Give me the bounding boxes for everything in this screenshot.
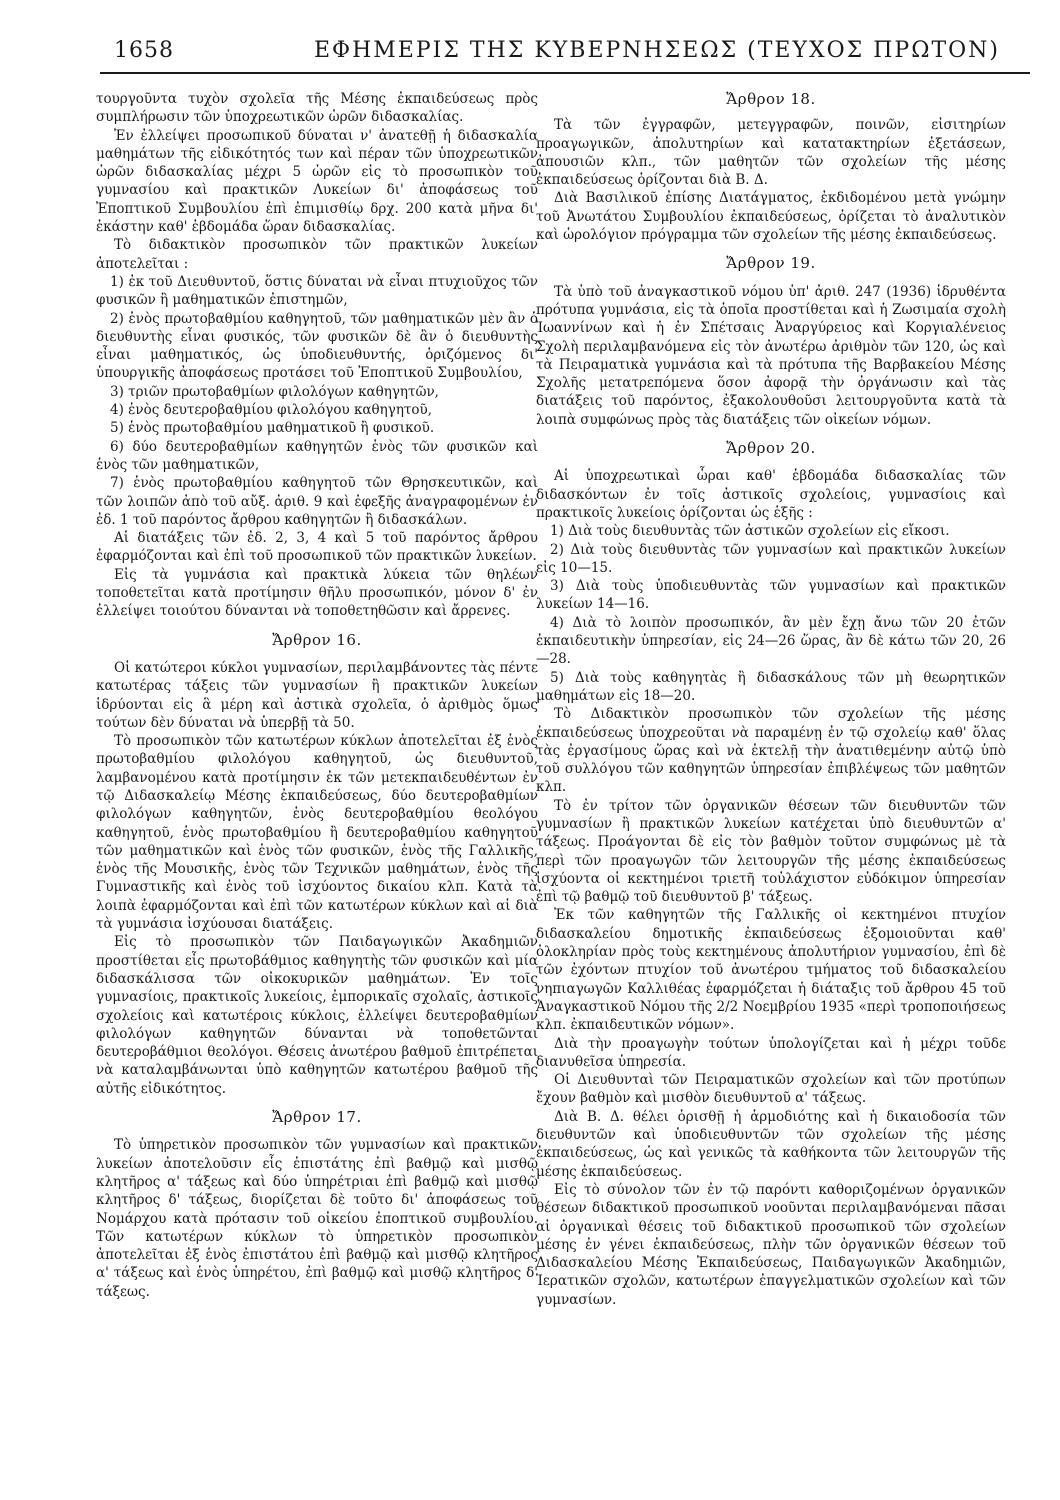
list-item: 1) Διὰ τοὺς διευθυντὰς τῶν ἀστικῶν σχολείων εἰς εἴκοσι. xyxy=(550,523,950,540)
paragraph: Ἐν ἐλλείψει προσωπικοῦ δύναται ν' ἀνατεθῇ ἡ διδασκαλία μαθημάτων τῆς εἰδικότητός των καὶ πέραν τῶν ὑποχρεωτικῶν ὡρῶν διδασκαλίας μέχρι 5 ὡρῶν εἰς τὸ προσωπικὸν τοῦ γυμνασίου καὶ πρακτικῶν Λυκείων δι' ἀποφάσεως τοῦ Ἐποπτικοῦ Συμβουλίου ἐπὶ ἐπιμισθίῳ δρχ. 200 κατὰ μῆνα δι' ἑκάστην καθ' ἑβδομάδα ὥραν διδασκαλίας. xyxy=(96,127,538,236)
list-item: 5) ἑνὸς πρωτοβαθμίου μαθηματικοῦ ἢ φυσικοῦ. xyxy=(110,420,435,437)
paragraph: Διὰ Β. Δ. θέλει ὁρισθῇ ἡ ἁρμοδιότης καὶ ἡ δικαιοδοσία τῶν διευθυντῶν καὶ ὑποδιευθυντῶν τῶν σχολείων τῆς μέσης ἐκπαιδεύσεως, ὡς καὶ γενικῶς τὰ καθήκοντα τῶν λειτουργῶν τῆς μέσης ἐκπαιδεύσεως. xyxy=(536,1108,1006,1180)
article-heading: Ἄρθρον 18. xyxy=(726,90,816,108)
paragraph: Αἱ ὑποχρεωτικαὶ ὧραι καθ' ἑβδομάδα διδασκαλίας τῶν διδασκόντων ἐν τοῖς ἀστικοῖς σχολείοις, γυμνασίοις καὶ πρακτικοῖς λυκείοις ὁρίζονται ὡς ἑξῆς : xyxy=(536,468,1006,521)
left-column xyxy=(96,90,538,1301)
page-header xyxy=(24,30,1036,70)
list-item: 4) ἑνὸς δευτεροβαθμίου φιλολόγου καθηγητοῦ, xyxy=(110,402,433,419)
list-item: 7) ἑνὸς πρωτοβαθμίου καθηγητοῦ τῶν Θρησκευτικῶν, καὶ τῶν λοιπῶν ἀπὸ τοῦ αὔξ. ἀριθ. 9 καὶ ἐφεξῆς ἀναγραφομένων ἐν ἐδ. 1 τοῦ παρόντος ἄρθρου καθηγητῶν ἢ διδασκάλων. xyxy=(96,475,538,528)
article-heading: Ἄρθρον 16. xyxy=(272,630,362,649)
right-column xyxy=(536,90,1006,1309)
journal-title: ΕΦΗΜΕΡΙΣ ΤΗΣ ΚΥΒΕΡΝΗΣΕΩΣ (ΤΕΥΧΟΣ ΠΡΩΤΟΝ) xyxy=(314,38,1000,63)
paragraph: Ἐκ τῶν καθηγητῶν τῆς Γαλλικῆς οἱ κεκτημένοι πτυχίον διδασκαλείου δημοτικῆς ἐκπαιδεύσεως ἐξομοιοῦνται καθ' ὁλοκληρίαν πρὸς τοὺς κεκτημένους ἀπολυτήριον γυμνασίου, ἐπὶ δὲ τῶν ἐχόντων πτυχίον τοῦ ἀνωτέρου τμήματος τοῦ διδασκαλείου νηπιαγωγῶν Καλλιθέας ἐφαρμόζεται ἡ διάταξις τοῦ ἄρθρου 45 τοῦ Ἀναγκαστικοῦ Νόμου τῆς 2/2 Νοεμβρίου 1935 «περὶ τροποποιήσεως κλπ. ἐκπαιδευτικῶν νόμων». xyxy=(536,907,1006,1034)
list-item: 3) Διὰ τοὺς ὑποδιευθυντὰς τῶν γυμνασίων καὶ πρακτικῶν λυκείων 14—16. xyxy=(536,578,1006,613)
list-item: 2) ἑνὸς πρωτοβαθμίου καθηγητοῦ, τῶν μαθηματικῶν μὲν ἂν ὁ διευθυντὴς εἶναι φυσικός, τῶν φυσικῶν δὲ ἂν ὁ διευθυντὴς εἶναι μαθηματικός, ὡς ὑποδιευθυντής, ὁριζόμενος δι' ὑπουργικῆς ἀποφάσεως προτάσει τοῦ Ἐποπτικοῦ Συμβουλίου, xyxy=(96,310,538,382)
paragraph: Τὰ ὑπὸ τοῦ ἀναγκαστικοῦ νόμου ὑπ' ἀριθ. 247 (1936) ἱδρυθέντα πρότυπα γυμνάσια, εἰς τὰ ὁποῖα προστίθεται καὶ ἡ Ζωσιμαία σχολὴ Ἰωαννίνων καὶ ἡ ἐν Σπέτσαις Ἀναργύρειος καὶ Κοργιαλένειος Σχολὴ περιλαμβανόμενα εἰς τὸν ἀνωτέρω ἀριθμὸν τῶν 120, ὡς καὶ τὰ Πειραματικὰ γυμνάσια καὶ τὰ πρότυπα τῆς Βαρβακείου Μέσης Σχολῆς μετατρεπόμενα ὅσον ἀφορᾷ τὴν ὀργάνωσιν καὶ τὰς διατάξεις τοῦ παρόντος, ἐξακολουθοῦσι λειτουργοῦντα κατὰ τὰ λοιπὰ συμφώνως πρὸς τὰς διατάξεις τῶν οἰκείων νόμων. xyxy=(536,283,1006,428)
list-item: 2) Διὰ τοὺς διευθυντὰς τῶν γυμνασίων καὶ πρακτικῶν λυκείων εἰς 10—15. xyxy=(536,541,1006,576)
article-heading: Ἄρθρον 19. xyxy=(726,254,816,273)
paragraph: Οἱ κατώτεροι κύκλοι γυμνασίων, περιλαμβάνοντες τὰς πέντε κατωτέρας τάξεις τῶν γυμνασίων ἢ πρακτικῶν λυκείων ἱδρύονται εἰς ἃ μέρη καὶ ἀστικὰ σχολεῖα, ὁ ἀριθμὸς ὅμως τούτων δὲν δύναται νὰ ὑπερβῇ τὰ 50. xyxy=(96,659,538,731)
paragraph: Διὰ τὴν προαγωγὴν τούτων ὑπολογίζεται καὶ ἡ μέχρι τοῦδε διανυθεῖσα ὑπηρεσία. xyxy=(536,1035,1006,1070)
list-item: 6) δύο δευτεροβαθμίων καθηγητῶν ἑνὸς τῶν φυσικῶν καὶ ἑνὸς τῶν μαθηματικῶν, xyxy=(96,438,538,473)
paragraph: Εἰς τὸ προσωπικὸν τῶν Παιδαγωγικῶν Ἀκαδημιῶν προστίθεται εἷς πρωτοβάθμιος καθηγητὴς τῶν φυσικῶν καὶ μία διδασκάλισσα τῶν οἰκοκυρικῶν μαθημάτων. Ἐν τοῖς γυμνασίοις, πρακτικοῖς λυκείοις, ἐμπορικαῖς σχολαῖς, ἀστικοῖς σχολείοις καὶ κατωτέροις κύκλοις, ἐλλείψει δευτεροβαθμίων φιλολόγων καθηγητῶν δύνανται νὰ τοποθετῶνται δευτεροβάθμιοι θεολόγοι. Θέσεις ἀνωτέρου βαθμοῦ ἐπιτρέπεται νὰ καταλαμβάνωνται ὑπὸ καθηγητῶν κατωτέρου βαθμοῦ τῆς αὐτῆς εἰδικότητος. xyxy=(96,934,538,1097)
paragraph: Διὰ Βασιλικοῦ ἐπίσης Διατάγματος, ἐκδιδομένου μετὰ γνώμην τοῦ Ἀνωτάτου Συμβουλίου ἐκπαιδεύσεως, ὁρίζεται τὸ ἀναλυτικὸν καὶ ὡρολόγιον πρόγραμμα τῶν σχολείων τῆς μέσης ἐκπαιδεύσεως. xyxy=(536,190,1006,244)
list-item: 1) ἐκ τοῦ Διευθυντοῦ, ὅστις δύναται νὰ εἶναι πτυχιοῦχος τῶν φυσικῶν ἢ μαθηματικῶν ἐπιστημῶν, xyxy=(96,273,538,309)
header-rule xyxy=(100,72,1030,74)
page-number: 1658 xyxy=(114,38,174,63)
paragraph: Τὸ ἐν τρίτον τῶν ὀργανικῶν θέσεων τῶν διευθυντῶν τῶν γυμνασίων ἢ πρακτικῶν λυκείων κατέχεται ὑπὸ διευθυντῶν α' τάξεως. Προάγονται δὲ εἰς τὸν βαθμὸν τοῦτον συμφώνως μὲ τὰ περὶ τῶν προαγωγῶν τῶν λειτουργῶν τῆς μέσης ἐκπαιδεύσεως ἰσχύοντα οἱ κεκτημένοι τριετῆ τοὐλάχιστον εὐδόκιμον ὑπηρεσίαν ἐπὶ τῷ βαθμῷ τοῦ διευθυντοῦ β' τάξεως. xyxy=(536,797,1006,906)
paragraph: Τὸ ὑπηρετικὸν προσωπικὸν τῶν γυμνασίων καὶ πρακτικῶν λυκείων ἀποτελοῦσιν εἷς ἐπιστάτης ἐπὶ βαθμῷ καὶ μισθῷ κλητῆρος α' τάξεως καὶ δύο ὑπηρέτριαι ἐπὶ βαθμῷ καὶ μισθῷ κλητῆρος δ' τάξεως, διορίζεται δὲ τοῦτο δι' ἀποφάσεως τοῦ Νομάρχου κατὰ πρότασιν τοῦ οἰκείου ἐποπτικοῦ συμβουλίου. Τῶν κατωτέρων κύκλων τὸ ὑπηρετικὸν προσωπικὸν ἀποτελεῖται ἐξ ἑνὸς ἐπιστάτου ἐπὶ βαθμῷ καὶ μισθῷ κλητῆρος α' τάξεως καὶ ἑνὸς ὑπηρέτου, ἐπὶ βαθμῷ καὶ μισθῷ κλητῆρος δ' τάξεως. xyxy=(96,1137,538,1300)
paragraph: Τὸ προσωπικὸν τῶν κατωτέρων κύκλων ἀποτελεῖται ἐξ ἑνὸς πρωτοβαθμίου φιλολόγου καθηγητοῦ, ὡς διευθυντοῦ, λαμβανομένου κατὰ προτίμησιν ἐκ τῶν μετεκπαιδευθέντων ἐν τῷ Διδασκαλείῳ Μέσης ἐκπαιδεύσεως, δύο δευτεροβαθμίων φιλολόγων καθηγητῶν, ἑνὸς δευτεροβαθμίου θεολόγου καθηγητοῦ, ἑνὸς πρωτοβαθμίου ἢ δευτεροβαθμίου καθηγητοῦ τῶν μαθηματικῶν καὶ ἑνὸς τῶν φυσικῶν, ἑνὸς τῆς Γαλλικῆς, ἑνὸς τῆς Μουσικῆς, ἑνὸς τῶν Τεχνικῶν μαθημάτων, ἑνὸς τῆς Γυμναστικῆς καὶ ἑνὸς τοῦ ἰσχύοντος δικαίου κλπ. Κατὰ τὰ λοιπὰ ἐφαρμόζονται καὶ ἐπὶ τῶν κατωτέρων κύκλων καὶ αἱ διὰ τὰ γυμνάσια ἰσχύουσαι διατάξεις. xyxy=(96,733,538,933)
list-item: 4) Διὰ τὸ λοιπὸν προσωπικόν, ἂν μὲν ἔχῃ ἄνω τῶν 20 ἐτῶν ἐκπαιδευτικὴν ὑπηρεσίαν, εἰς 24—26 ὥρας, ἂν δὲ κάτω τῶν 20, 26—28. xyxy=(536,614,1006,668)
list-item: 5) Διὰ τοὺς καθηγητὰς ἢ διδασκάλους τῶν μὴ θεωρητικῶν μαθημάτων εἰς 18—20. xyxy=(536,669,1006,704)
paragraph: Εἰς τὸ σύνολον τῶν ἐν τῷ παρόντι καθοριζομένων ὀργανικῶν θέσεων διδακτικοῦ προσωπικοῦ νοοῦνται περιλαμβανόμεναι πᾶσαι αἱ ὀργανικαὶ θέσεις τοῦ διδακτικοῦ προσωπικοῦ τῶν σχολείων μέσης ἐν γένει ἐκπαιδεύσεως, πλὴν τῶν ὀργανικῶν θέσεων τοῦ Διδασκαλείου Μέσης Ἐκπαιδεύσεως, Παιδαγωγικῶν Ἀκαδημιῶν, Ἱερατικῶν σχολῶν, κατωτέρων ἐπαγγελματικῶν σχολείων καὶ τῶν γυμνασίων. xyxy=(536,1181,1006,1308)
paragraph: Τὸ διδακτικὸν προσωπικὸν τῶν πρακτικῶν λυκείων ἀποτελεῖται : xyxy=(96,237,538,272)
article-heading: Ἄρθρον 17. xyxy=(272,1108,362,1127)
article-heading: Ἄρθρον 20. xyxy=(726,439,816,458)
paragraph: Οἱ Διευθυνταὶ τῶν Πειραματικῶν σχολείων καὶ τῶν προτύπων ἔχουν βαθμὸν καὶ μισθὸν διευθυντοῦ α' τάξεως. xyxy=(536,1072,1006,1107)
list-item: 3) τριῶν πρωτοβαθμίων φιλολόγων καθηγητῶν, xyxy=(110,383,439,400)
paragraph: Εἰς τὰ γυμνάσια καὶ πρακτικὰ λύκεια τῶν θηλέων τοποθετεῖται κατὰ προτίμησιν θῆλυ προσωπικόν, μόνον δ' ἐν ἐλλείψει τοιούτου δύνανται νὰ τοποθετηθῶσιν καὶ ἄρρενες. xyxy=(96,566,538,620)
paragraph: τουργοῦντα τυχὸν σχολεῖα τῆς Μέσης ἐκπαιδεύσεως πρὸς συμπλήρωσιν τῶν ὑποχρεωτικῶν ὡρῶν διδασκαλίας. xyxy=(96,91,538,126)
paragraph: Τὰ τῶν ἐγγραφῶν, μετεγγραφῶν, ποινῶν, εἰσιτηρίων προαγωγικῶν, ἀπολυτηρίων καὶ κατατακτηρίων ἐξετάσεων, ἀπουσιῶν κλπ., τῶν μαθητῶν τῶν σχολείων τῆς μέσης ἐκπαιδεύσεως ὁρίζονται διὰ Β. Δ. xyxy=(536,117,1006,189)
paragraph: Τὸ Διδακτικὸν προσωπικὸν τῶν σχολείων τῆς μέσης ἐκπαιδεύσεως ὑποχρεοῦται νὰ παραμένῃ ἐν τῷ σχολείῳ καθ' ὅλας τὰς ἐργασίμους ὥρας καὶ νὰ ἐκτελῇ τὴν ἀνατιθεμένην αὐτῷ ὑπὸ τοῦ συλλόγου τῶν καθηγητῶν ὑπηρεσίαν ἐπιβλέψεως τῶν μαθητῶν κλπ. xyxy=(536,706,1006,796)
paragraph: Αἱ διατάξεις τῶν ἐδ. 2, 3, 4 καὶ 5 τοῦ παρόντος ἄρθρου ἐφαρμόζονται καὶ ἐπὶ τοῦ προσωπικοῦ τῶν πρακτικῶν λυκείων. xyxy=(96,530,538,565)
